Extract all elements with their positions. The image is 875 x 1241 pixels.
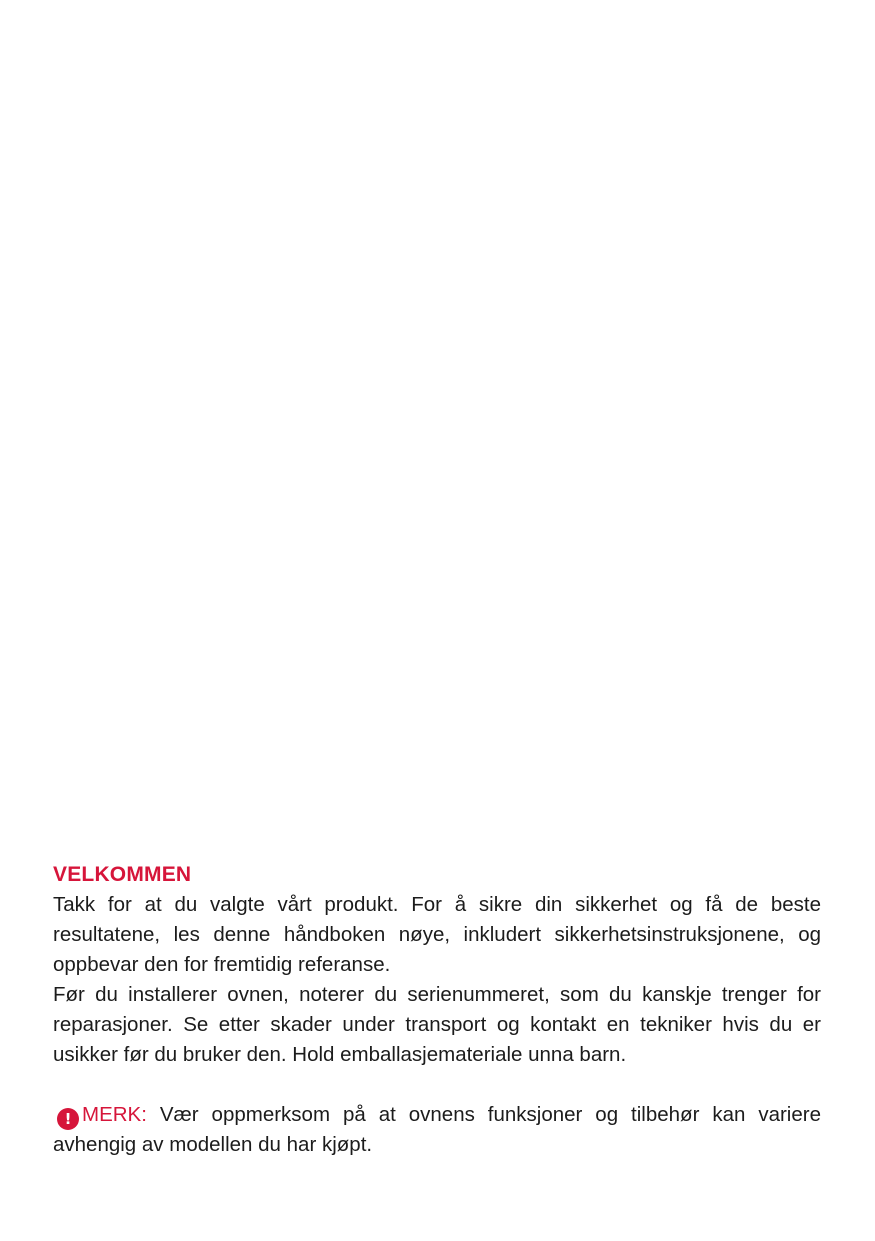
note-paragraph (53, 1100, 821, 1160)
welcome-paragraph-1: Takk for at du valgte vårt produkt. For å sikre din sikkerhet og få de beste resultatene, les denne håndboken nøye, inkludert sikkerhetsinstruksjonene, og oppbevar den for fremtidig referanse. (53, 893, 821, 976)
note-label: MERK: (82, 1103, 147, 1126)
exclamation-icon: ! (57, 1108, 79, 1130)
welcome-paragraph-2: Før du installerer ovnen, noterer du serienummeret, som du kanskje trenger for reparasjoner. Se etter skader under transport og kontakt en tekniker hvis du er usikker før du bruker den. Hold emballasjemateriale unna barn. (53, 983, 821, 1066)
welcome-heading: VELKOMMEN (53, 863, 192, 886)
welcome-section (53, 860, 821, 1160)
note-text: Vær oppmerksom på at ovnens funksjoner og tilbehør kan variere avhengig av modellen du har kjøpt. (53, 1103, 821, 1156)
section-spacer (53, 1070, 821, 1100)
